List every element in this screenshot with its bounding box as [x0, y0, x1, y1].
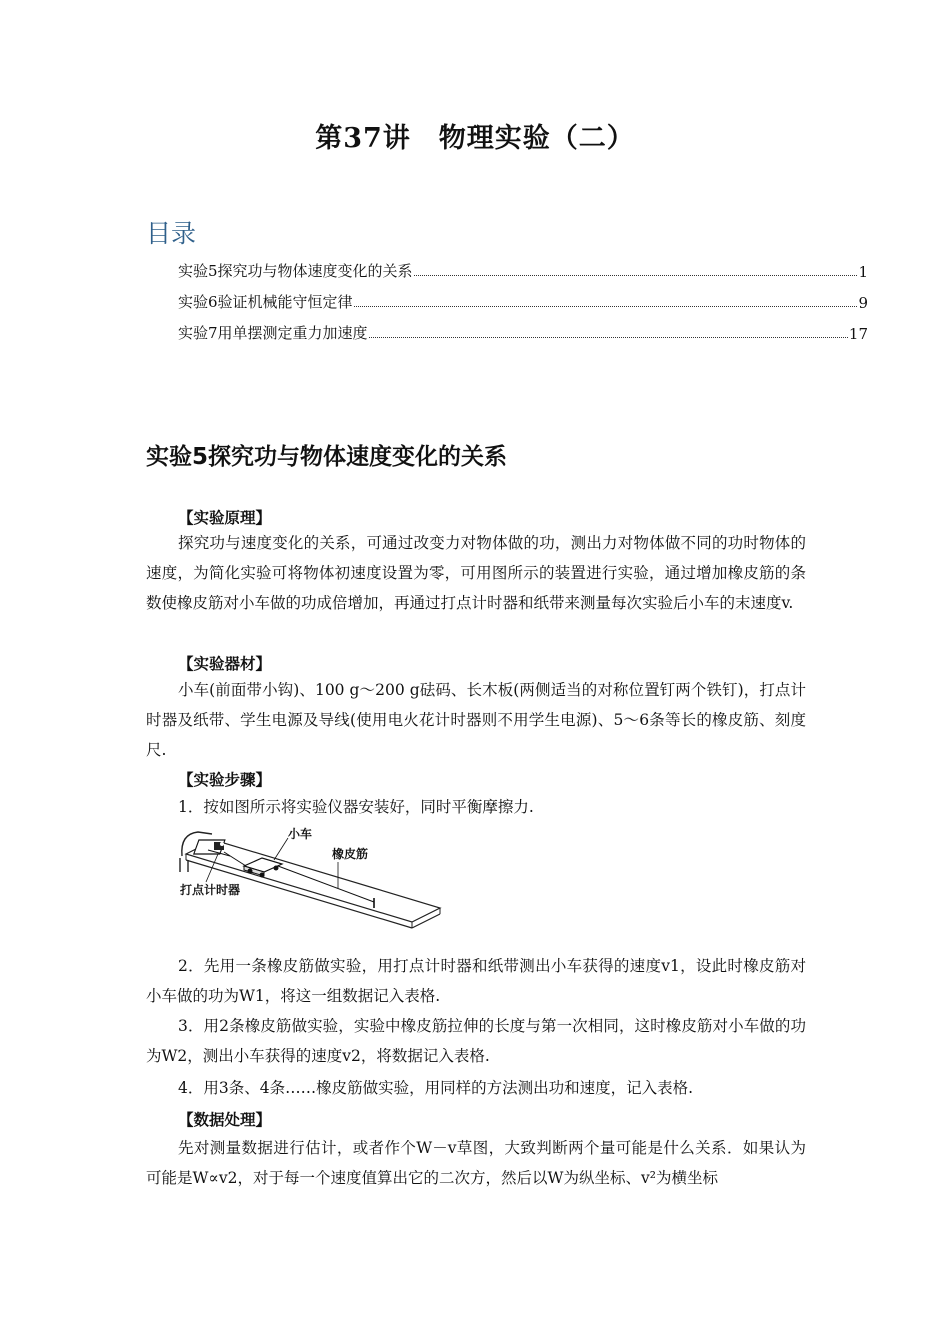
step-2: 2．先用一条橡皮筋做实验，用打点计时器和纸带测出小车获得的速度v1，设此时橡皮筋对小车做的功为W1，将这一组数据记入表格.	[146, 957, 806, 1005]
toc-item-label: 实验6验证机械能守恒定律	[178, 293, 353, 311]
label-rubber-band: 橡皮筋	[332, 847, 369, 861]
step-4: 4．用3条、4条……橡皮筋做实验，用同样的方法测出功和速度，记入表格.	[178, 1079, 694, 1097]
toc-item-label: 实验5探究功与物体速度变化的关系	[178, 262, 413, 280]
toc-item-page: 9	[858, 294, 868, 312]
label-timer: 打点计时器	[180, 883, 241, 897]
document-title: 第37讲 物理实验（二）	[315, 123, 635, 154]
data-processing-heading: 【数据处理】	[178, 1111, 272, 1129]
toc-item-1[interactable]	[178, 259, 868, 281]
toc-leader-dots	[369, 337, 848, 338]
equipment-paragraph: 小车(前面带小钩)、100 g～200 g砝码、长木板(两侧适当的对称位置钉两个铁钉)，打点计时器及纸带、学生电源及导线(使用电火花计时器则不用学生电源)、5～6条等长的橡皮筋、刻度尺.	[146, 681, 806, 759]
toc-heading: 目录	[146, 219, 197, 248]
apparatus-figure	[178, 826, 442, 936]
principle-paragraph: 探究功与速度变化的关系，可通过改变力对物体做的功，测出力对物体做不同的功时物体的速度，为简化实验可将物体初速度设置为零，可用图所示的装置进行实验，通过增加橡皮筋的条数使橡皮筋对小车做的功成倍增加，再通过打点计时器和纸带来测量每次实验后小车的末速度v.	[146, 534, 806, 612]
steps-heading: 【实验步骤】	[178, 771, 272, 789]
toc-leader-dots	[354, 306, 858, 307]
step-3: 3．用2条橡皮筋做实验，实验中橡皮筋拉伸的长度与第一次相同，这时橡皮筋对小车做的功为W2，测出小车获得的速度v2，将数据记入表格.	[146, 1017, 806, 1065]
section-title: 实验5探究功与物体速度变化的关系	[146, 444, 508, 470]
toc-leader-dots	[414, 275, 858, 276]
step-1: 1．按如图所示将实验仪器安装好，同时平衡摩擦力.	[178, 798, 534, 816]
label-cart: 小车	[288, 827, 313, 841]
toc-item-3[interactable]	[178, 321, 868, 343]
toc-item-label: 实验7用单摆测定重力加速度	[178, 324, 368, 342]
principle-heading: 【实验原理】	[178, 509, 272, 527]
toc-item-2[interactable]	[178, 290, 868, 312]
equipment-heading: 【实验器材】	[178, 655, 272, 673]
data-processing-paragraph: 先对测量数据进行估计，或者作个W－v草图，大致判断两个量可能是什么关系．如果认为可能是W∝v2，对于每一个速度值算出它的二次方，然后以W为纵坐标、v²为横坐标	[146, 1139, 806, 1187]
toc-item-page: 17	[848, 325, 868, 343]
toc-item-page: 1	[858, 263, 868, 281]
